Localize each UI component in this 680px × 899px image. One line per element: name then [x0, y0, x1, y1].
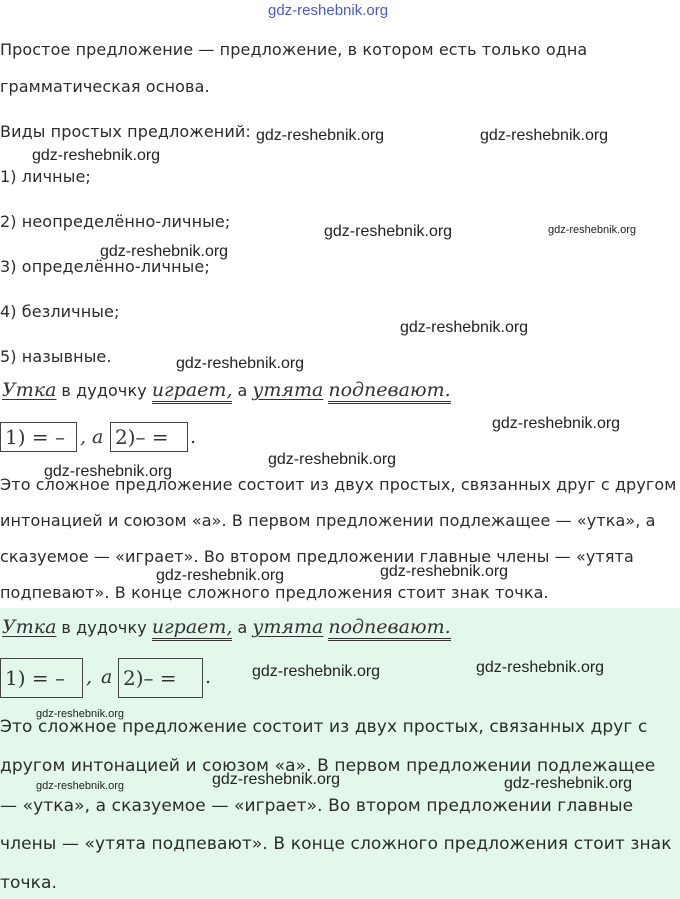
type-item: 3) определённо-личные;: [0, 257, 210, 276]
highlighted-answer-block: [0, 608, 680, 899]
watermark: gdz-reshebnik.org: [176, 355, 305, 372]
watermark: gdz-reshebnik.org: [156, 567, 285, 584]
scheme-conjunction: а: [101, 666, 113, 688]
watermark-top: gdz-reshebnik.org: [268, 2, 389, 19]
example-sentence-repeat: [2, 616, 451, 641]
type-item: 1) личные;: [0, 167, 91, 186]
intro-line-2: грамматическая основа.: [0, 77, 210, 96]
subject-word: Утка: [2, 379, 57, 401]
type-item: 2) неопределённо-личные;: [0, 212, 231, 231]
watermark: gdz-reshebnik.org: [400, 319, 529, 336]
watermark: gdz-reshebnik.org: [44, 463, 173, 480]
scheme-box-1: 1) = –: [0, 422, 77, 452]
predicate-word: играет,: [152, 618, 233, 641]
watermark: gdz-reshebnik.org: [324, 223, 453, 240]
scheme-conjunction: а: [92, 426, 104, 448]
watermark: gdz-reshebnik.org: [268, 451, 397, 468]
predicate-word: подпевают.: [328, 381, 450, 404]
scheme-comma: ,: [80, 426, 87, 448]
watermark: gdz-reshebnik.org: [100, 243, 229, 260]
scheme-box-2: 2)– =: [118, 658, 203, 698]
watermark: gdz-reshebnik.org: [480, 127, 609, 144]
watermark: gdz-reshebnik.org: [212, 771, 341, 788]
watermark: gdz-reshebnik.org: [36, 780, 125, 792]
type-item: 5) назывные.: [0, 347, 112, 366]
watermark: gdz-reshebnik.org: [252, 663, 381, 680]
explanation-line: Это сложное предложение состоит из двух простых, связанных друг с другом: [0, 475, 677, 494]
subject-word: Утка: [2, 616, 57, 638]
predicate-word: играет,: [152, 381, 233, 404]
watermark: gdz-reshebnik.org: [504, 775, 633, 792]
plain-words: в дудочку: [61, 381, 147, 400]
explanation-line: Это сложное предложение состоит из двух простых, связанных друг с: [0, 717, 648, 737]
conjunction: а: [237, 618, 248, 637]
watermark: gdz-reshebnik.org: [492, 415, 621, 432]
watermark: gdz-reshebnik.org: [380, 563, 509, 580]
explanation-line: интонацией и союзом «а». В первом предложении подлежащее — «утка», а: [0, 511, 656, 530]
scheme-dot: .: [205, 666, 212, 688]
scheme-box-1: 1) = –: [0, 658, 83, 698]
scheme-comma: ,: [86, 666, 93, 688]
explanation-line: члены — «утята подпевают». В конце сложного предложения стоит знак: [0, 834, 672, 854]
type-item: 4) безличные;: [0, 302, 120, 321]
explanation-line: подпевают». В конце сложного предложения стоит знак точка.: [0, 583, 549, 602]
types-heading: Виды простых предложений:: [0, 122, 251, 141]
explanation-line: — «утка», а сказуемое — «играет». Во втором предложении главные: [0, 796, 634, 816]
plain-words: в дудочку: [61, 618, 147, 637]
watermark: gdz-reshebnik.org: [32, 147, 161, 164]
predicate-word: подпевают.: [328, 618, 450, 641]
watermark: gdz-reshebnik.org: [36, 708, 125, 720]
subject-word: утята: [252, 616, 324, 638]
watermark: gdz-reshebnik.org: [548, 224, 637, 236]
explanation-line: другом интонацией и союзом «а». В первом предложении подлежащее: [0, 756, 656, 776]
conjunction: а: [237, 381, 248, 400]
subject-word: утята: [252, 379, 324, 401]
watermark: gdz-reshebnik.org: [256, 127, 385, 144]
watermark: gdz-reshebnik.org: [476, 659, 605, 676]
example-sentence: [2, 379, 451, 404]
scheme-dot: .: [190, 426, 197, 448]
explanation-line: точка.: [0, 873, 58, 893]
scheme-box-2: 2)– =: [110, 422, 188, 452]
explanation-line: сказуемое — «играет». Во втором предложении главные члены — «утята: [0, 547, 634, 566]
intro-line-1: Простое предложение — предложение, в котором есть только одна: [0, 40, 588, 59]
